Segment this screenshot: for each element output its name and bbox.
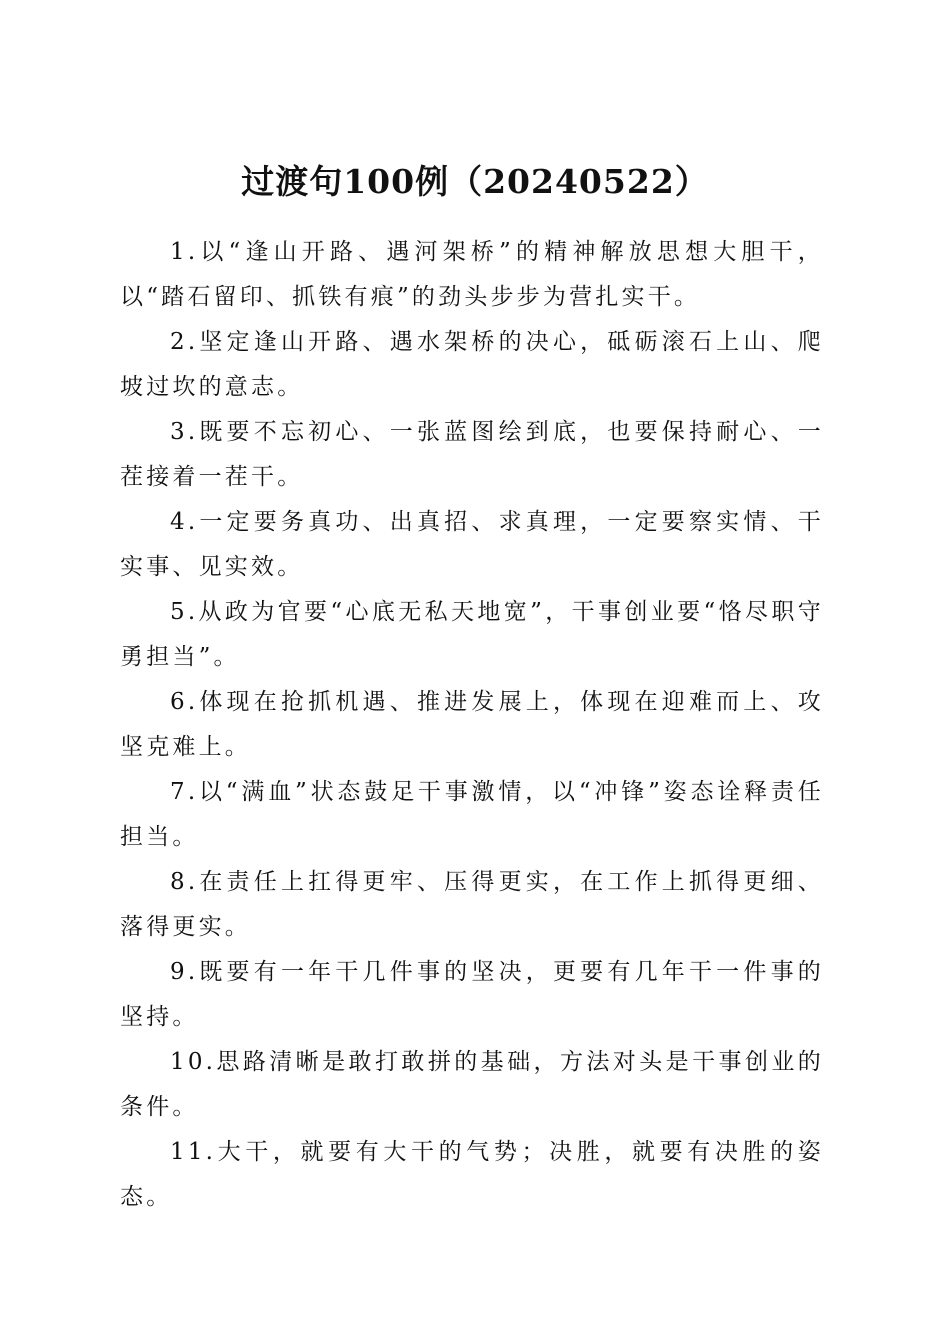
paragraph-2: 2.坚定逢山开路、遇水架桥的决心，砥砺滚石上山、爬坡过坎的意志。 (120, 329, 824, 400)
document-body (120, 230, 824, 1220)
paragraph-1: 1.以“逢山开路、遇河架桥”的精神解放思想大胆干，以“踏石留印、抓铁有痕”的劲头步步为营扎实干。 (120, 239, 824, 310)
paragraph-5: 5.从政为官要“心底无私天地宽”，干事创业要“恪尽职守勇担当”。 (120, 599, 824, 670)
paragraph-8: 8.在责任上扛得更牢、压得更实，在工作上抓得更细、落得更实。 (120, 869, 824, 940)
paragraph-6: 6.体现在抢抓机遇、推进发展上，体现在迎难而上、攻坚克难上。 (120, 689, 824, 760)
paragraph-10: 10.思路清晰是敢打敢拼的基础，方法对头是干事创业的条件。 (120, 1049, 824, 1120)
paragraph-7: 7.以“满血”状态鼓足干事激情，以“冲锋”姿态诠释责任担当。 (120, 779, 824, 850)
paragraph-9: 9.既要有一年干几件事的坚决，更要有几年干一件事的坚持。 (120, 959, 824, 1030)
paragraph-11: 11.大干，就要有大干的气势；决胜，就要有决胜的姿态。 (120, 1139, 824, 1210)
paragraph-4: 4.一定要务真功、出真招、求真理，一定要察实情、干实事、见实效。 (120, 509, 824, 580)
paragraph-3: 3.既要不忘初心、一张蓝图绘到底，也要保持耐心、一茬接着一茬干。 (120, 419, 824, 490)
document-title: 过渡句100例（20240522） (241, 162, 709, 202)
